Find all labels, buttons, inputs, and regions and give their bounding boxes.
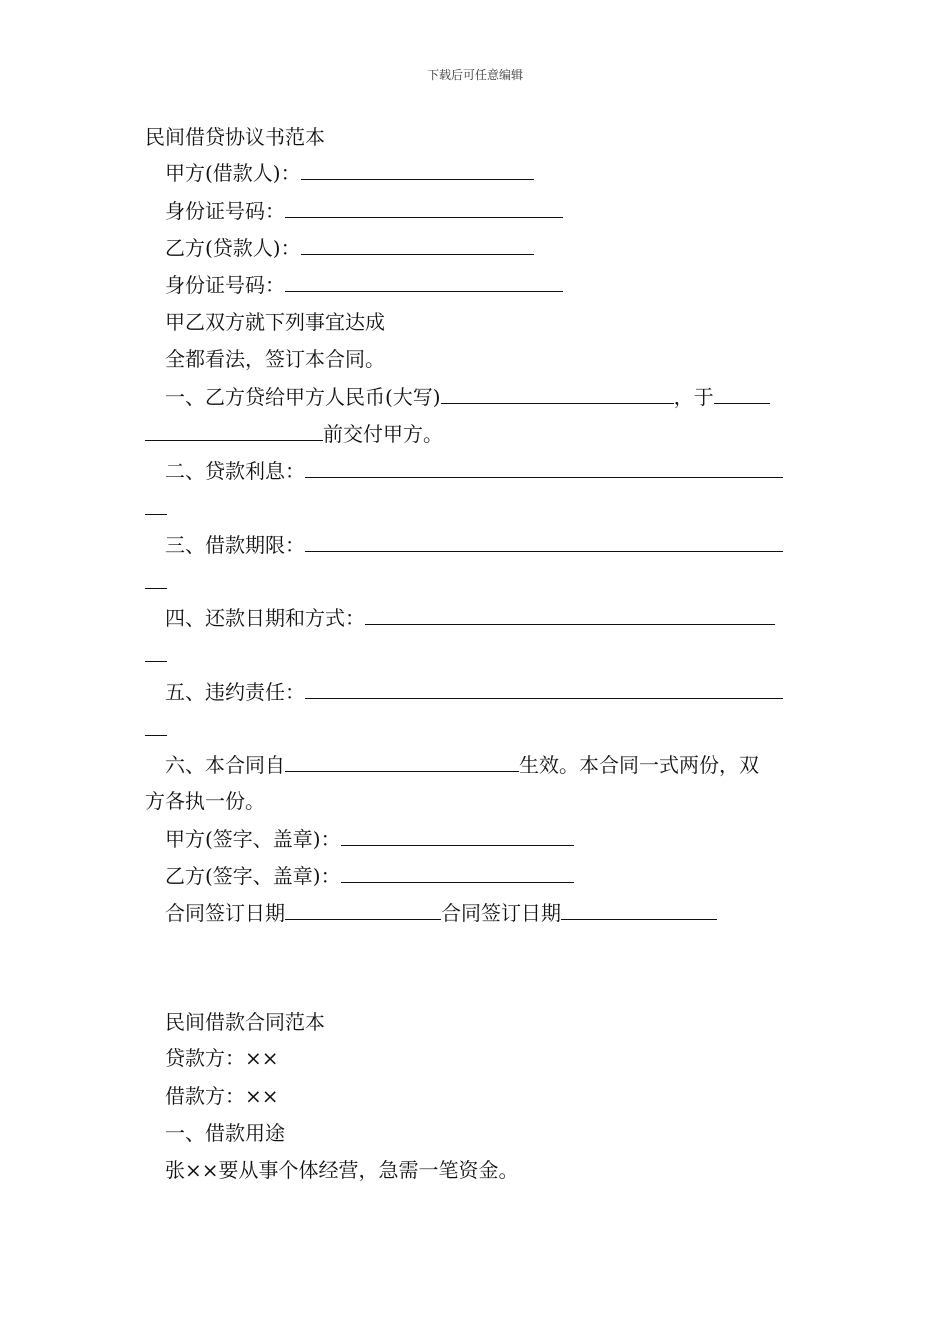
clause-3-label: 三、借款期限： bbox=[165, 533, 305, 557]
clause-2-blank-tail bbox=[145, 495, 167, 515]
contract-title: 民间借款合同范本 bbox=[165, 1010, 325, 1034]
clause-2-blank bbox=[305, 458, 783, 478]
clause-1-line-2 bbox=[145, 421, 443, 445]
clause-5-blank-tail bbox=[145, 716, 167, 736]
party-a-id-label: 身份证号码： bbox=[165, 199, 285, 223]
clause-5-label: 五、违约责任： bbox=[165, 680, 305, 704]
clause-6-text-b: 生效。本合同一式两份，双 bbox=[519, 753, 759, 777]
sign-a-line bbox=[165, 826, 574, 850]
agreement-title: 民间借贷协议书范本 bbox=[145, 125, 325, 149]
sign-a-blank bbox=[341, 826, 574, 846]
lender-line: 贷款方：×× bbox=[165, 1046, 279, 1070]
clause-1-date-blank-cont bbox=[145, 421, 323, 441]
sign-date-blank-2 bbox=[561, 900, 717, 920]
party-a-label: 甲方(借款人)： bbox=[165, 161, 301, 185]
clause-6-line bbox=[165, 752, 759, 776]
party-b-label: 乙方(贷款人)： bbox=[165, 236, 301, 260]
clause-1-amount-blank bbox=[441, 384, 674, 404]
party-a-id-line bbox=[165, 198, 563, 222]
clause-6-text: 六、本合同自 bbox=[165, 753, 285, 777]
party-a-line bbox=[165, 160, 534, 184]
party-b-blank bbox=[301, 235, 534, 255]
party-b-id-label: 身份证号码： bbox=[165, 273, 285, 297]
intro-line-1: 甲乙双方就下列事宜达成 bbox=[165, 310, 385, 334]
party-b-id-blank bbox=[285, 272, 563, 292]
clause-3-blank bbox=[305, 532, 783, 552]
clause-4-line bbox=[165, 605, 775, 629]
clause-2-label: 二、贷款利息： bbox=[165, 459, 305, 483]
clause-2-line bbox=[165, 458, 783, 482]
clause-1-text-c: 前交付甲方。 bbox=[323, 422, 443, 446]
sign-a-label: 甲方(签字、盖章)： bbox=[165, 827, 341, 851]
party-a-blank bbox=[301, 160, 534, 180]
party-b-line bbox=[165, 235, 534, 259]
sign-b-blank bbox=[341, 863, 574, 883]
clause-3-blank-cont bbox=[145, 569, 167, 593]
borrower-line: 借款方：×× bbox=[165, 1084, 279, 1108]
sign-date-line bbox=[165, 900, 717, 924]
section-1-text: 张××要从事个体经营，急需一笔资金。 bbox=[165, 1158, 519, 1182]
clause-3-blank-tail bbox=[145, 569, 167, 589]
clause-5-line bbox=[165, 679, 783, 703]
clause-4-blank bbox=[365, 605, 775, 625]
clause-6-line-2: 方各执一份。 bbox=[145, 789, 265, 813]
sign-date-label-1: 合同签订日期 bbox=[165, 901, 285, 925]
clause-3-line bbox=[165, 532, 783, 556]
section-1-heading: 一、借款用途 bbox=[165, 1121, 285, 1145]
clause-2-blank-cont bbox=[145, 495, 167, 519]
sign-date-label-2: 合同签订日期 bbox=[441, 901, 561, 925]
sign-b-line bbox=[165, 863, 574, 887]
party-b-id-line bbox=[165, 272, 563, 296]
sign-date-blank-1 bbox=[285, 900, 441, 920]
sign-b-label: 乙方(签字、盖章)： bbox=[165, 864, 341, 888]
party-a-id-blank bbox=[285, 198, 563, 218]
clause-6-date-blank bbox=[285, 752, 519, 772]
page-header: 下载后可任意编辑 bbox=[426, 68, 523, 82]
clause-4-label: 四、还款日期和方式： bbox=[165, 606, 365, 630]
clause-1-text: 一、乙方贷给甲方人民币(大写) bbox=[165, 385, 441, 409]
intro-line-2: 全都看法，签订本合同。 bbox=[165, 347, 385, 371]
clause-1-date-blank bbox=[714, 384, 770, 404]
clause-1-line bbox=[165, 384, 770, 408]
clause-5-blank bbox=[305, 679, 783, 699]
clause-5-blank-cont bbox=[145, 716, 167, 740]
clause-1-text-b: ，于 bbox=[673, 385, 714, 409]
clause-4-blank-tail bbox=[145, 642, 167, 662]
clause-4-blank-cont bbox=[145, 642, 167, 666]
